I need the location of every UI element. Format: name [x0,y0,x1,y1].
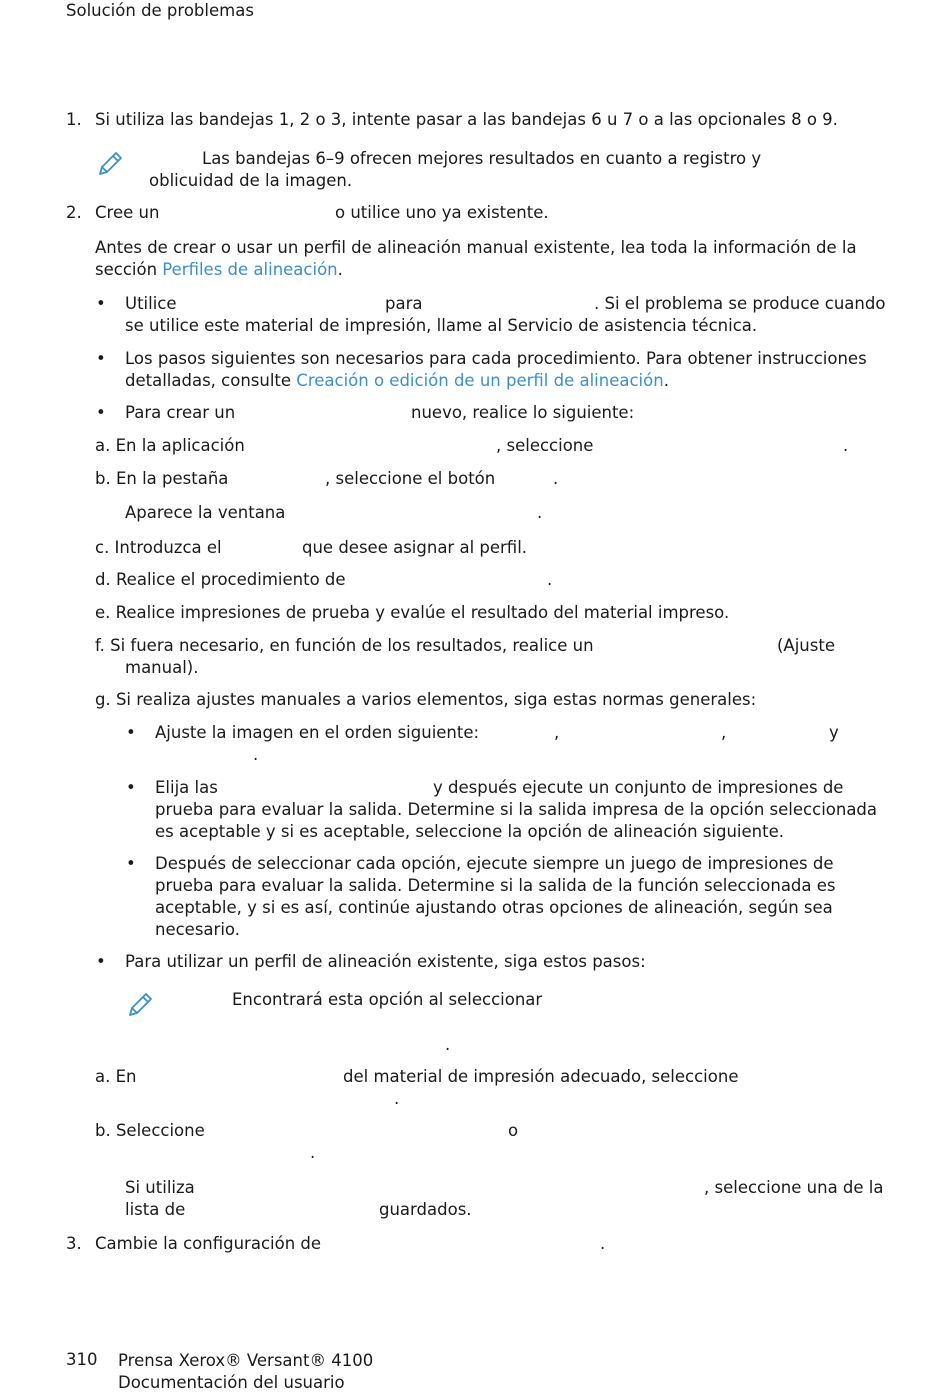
existing-b-line2: . [310,1143,316,1162]
step-2-text-b: o utilice uno ya existente. [335,203,549,222]
bullet-dot: • [96,952,106,971]
substep-f-line2: manual). [125,658,199,677]
substep-b-sub-a: Aparece la ventana [125,503,286,522]
existing-a-b: del material de impresión adecuado, seleccione [343,1067,739,1086]
bullet-2-suffix: . [663,371,669,390]
page-number: 310 [66,1350,98,1369]
bullet-dot: • [96,403,106,422]
bullet-2-prefix: detalladas, consulte [125,371,297,390]
g-bullet-3-line2: prueba para evaluar la salida. Determine si la salida de la función seleccionada es [155,876,836,895]
step-2-number: 2. [66,203,82,222]
pencil-note-icon [95,148,125,178]
existing-b-b: o [508,1121,519,1140]
g-bullet-1-a: Ajuste la imagen en el orden siguiente: [155,723,480,742]
bullet-3-b: nuevo, realice lo siguiente: [411,403,635,422]
step-2-intro-line2 [95,259,343,281]
bullet-dot: • [96,294,106,313]
step-3-number: 3. [66,1234,82,1253]
note-2-text: Encontrará esta opción al seleccionar [232,990,543,1009]
intro-prefix: sección [95,260,163,279]
g-bullet-2-b: y después ejecute un conjunto de impresiones de [433,778,844,797]
substep-a-b: , seleccione [496,436,594,455]
substep-g: g. Si realiza ajustes manuales a varios elementos, siga estas normas generales: [95,690,757,709]
substep-d-b: . [547,570,553,589]
substep-b-b: , seleccione el botón [325,469,496,488]
bullet-1-line2: se utilice este material de impresión, llame al Servicio de asistencia técnica. [125,316,758,335]
g-bullet-1-line2: . [253,745,259,764]
step-2-intro-line1: Antes de crear o usar un perfil de alineación manual existente, lea toda la información de la [95,238,857,257]
running-header: Solución de problemas [66,1,254,20]
g-bullet-1-d: y [829,723,839,742]
link-creacion-edicion-perfil[interactable]: Creación o edición de un perfil de alineación [296,371,664,390]
substep-c-b: que desee asignar al perfil. [302,538,528,557]
bullet-dot: • [126,723,136,742]
g-bullet-2-a: Elija las [155,778,218,797]
footer-product: Prensa Xerox® Versant® 4100 [118,1351,374,1370]
bullet-2-line2 [125,370,669,392]
note-1-line1: Las bandejas 6–9 ofrecen mejores resultados en cuanto a registro y [202,149,762,168]
existing-b-sub-b: , seleccione una de la [704,1178,884,1197]
bullet-1-a: Utilice [125,294,177,313]
existing-b-sub2-b: guardados. [379,1200,472,1219]
note-2-line2: . [445,1035,451,1054]
step-1-number: 1. [66,110,82,129]
substep-b-c: . [553,469,559,488]
intro-suffix: . [337,260,343,279]
g-bullet-3-line4: necesario. [155,920,240,939]
bullet-dot: • [126,854,136,873]
existing-a-a: a. En [95,1067,137,1086]
existing-a-line2: . [394,1089,400,1108]
bullet-1-b: para [385,294,423,313]
g-bullet-3-line3: aceptable, y si es así, continúe ajustando otras opciones de alineación, según sea [155,898,833,917]
g-bullet-3-line1: Después de seleccionar cada opción, ejecute siempre un juego de impresiones de [155,854,834,873]
substep-e: e. Realice impresiones de prueba y evalúe el resultado del material impreso. [95,603,730,622]
substep-a-c: . [843,436,849,455]
g-bullet-2-line2: prueba para evaluar la salida. Determine si la salida impresa de la opción seleccionada [155,800,878,819]
step-3-text-a: Cambie la configuración de [95,1234,322,1253]
substep-f-a: f. Si fuera necesario, en función de los resultados, realice un [95,636,594,655]
existing-b-a: b. Seleccione [95,1121,205,1140]
bullet-dot: • [126,778,136,797]
substep-a-a: a. En la aplicación [95,436,245,455]
substep-d-a: d. Realice el procedimiento de [95,570,346,589]
step-3-text-b: . [600,1234,606,1253]
substep-c-a: c. Introduzca el [95,538,222,557]
footer-doc: Documentación del usuario [118,1373,345,1392]
bullet-3-a: Para crear un [125,403,236,422]
substep-b-a: b. En la pestaña [95,469,229,488]
substep-b-sub-b: . [537,503,543,522]
step-1-text: Si utiliza las bandejas 1, 2 o 3, intente pasar a las bandejas 6 u 7 o a las opcionales 8 o 9. [95,110,838,129]
g-bullet-1-c: , [721,723,727,742]
existing-b-sub-a: Si utiliza [125,1178,195,1197]
bullet-1-c: . Si el problema se produce cuando [594,294,886,313]
note-1-line2: oblicuidad de la imagen. [149,171,353,190]
step-2-text-a: Cree un [95,203,160,222]
pencil-note-icon [125,989,155,1019]
bullet-2-line1: Los pasos siguientes son necesarios para cada procedimiento. Para obtener instrucciones [125,349,867,368]
bullet-dot: • [96,349,106,368]
g-bullet-2-line3: es aceptable y si es aceptable, seleccione la opción de alineación siguiente. [155,822,784,841]
substep-f-b: (Ajuste [777,636,835,655]
link-perfiles-alineacion[interactable]: Perfiles de alineación [162,260,338,279]
bullet-4-text: Para utilizar un perfil de alineación existente, siga estos pasos: [125,952,646,971]
g-bullet-1-b: , [554,723,560,742]
existing-b-sub2-a: lista de [125,1200,186,1219]
